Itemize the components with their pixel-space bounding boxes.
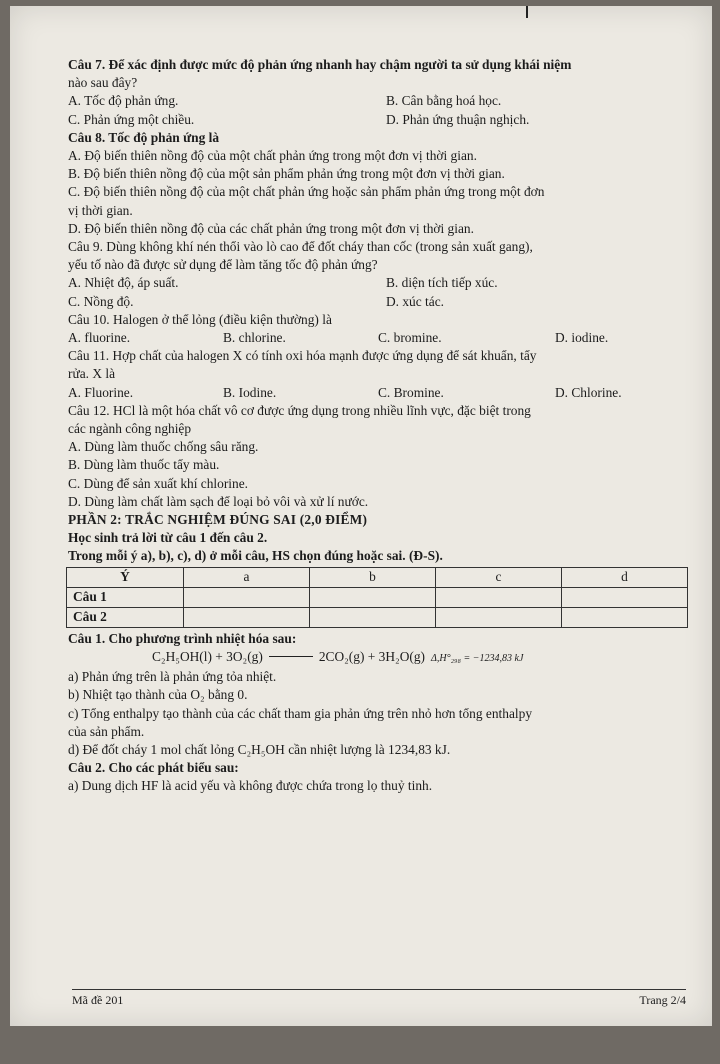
- q12-stem-line2: các ngành công nghiệp: [68, 421, 192, 437]
- q7-options-row2: [68, 111, 698, 129]
- q9-option-c: C. Nồng độ.: [68, 293, 134, 309]
- tf1-statement-a: a) Phản ứng trên là phản ứng tỏa nhiệt.: [68, 669, 277, 685]
- q7-options-row1: [68, 92, 698, 110]
- q12-option-b: B. Dùng làm thuốc tẩy màu.: [68, 457, 220, 473]
- answer-row-2: [67, 607, 688, 627]
- q8-stem: Câu 8. Tốc độ phản ứng là: [68, 129, 220, 145]
- equation-products: 2CO₂(g) + 3H₂O(g): [318, 648, 425, 664]
- q7-option-b: B. Cân bằng hoá học.: [386, 93, 502, 109]
- q8-option-c-line2: vị thời gian.: [68, 202, 133, 218]
- tf1-statement-d: d) Để đốt cháy 1 mol chất lỏng C₂H₅OH cần nhiệt lượng là 1234,83 kJ.: [68, 741, 451, 757]
- q11-option-a: A. Fluorine.: [68, 384, 134, 400]
- q10-option-a: A. fluorine.: [68, 330, 131, 346]
- q7-stem-line2: nào sau đây?: [68, 75, 138, 91]
- q9-stem-line1: Câu 9. Dùng không khí nén thổi vào lò cao để đốt cháy than cốc (trong sản xuất gang),: [68, 239, 533, 255]
- q9-options-row2: [68, 293, 698, 311]
- header-cell-b: b: [310, 567, 436, 587]
- q11-stem-line2: rửa. X là: [68, 366, 116, 382]
- answer-cell[interactable]: [562, 607, 688, 627]
- header-cell-c: c: [436, 567, 562, 587]
- header-cell-d: d: [562, 567, 688, 587]
- page-content: [68, 56, 698, 796]
- tf2-stem: Câu 2. Cho các phát biểu sau:: [68, 760, 239, 776]
- answer-row-1: [67, 587, 688, 607]
- q11-option-b: B. Iodine.: [223, 384, 277, 400]
- tf1-stem: Câu 1. Cho phương trình nhiệt hóa sau:: [68, 630, 297, 646]
- row-label-cau-1: Câu 1: [67, 587, 184, 607]
- answer-table: [66, 567, 688, 628]
- header-cell-a: a: [184, 567, 310, 587]
- q7-option-c: C. Phản ứng một chiều.: [68, 111, 195, 127]
- q7-stem: Câu 7. Để xác định được mức độ phản ứng nhanh hay chậm người ta sử dụng khái niệm: [68, 57, 572, 72]
- q8-option-b: B. Độ biến thiên nồng độ của một sản phẩm phản ứng trong một đơn vị thời gian.: [68, 166, 505, 182]
- q9-stem-line2: yếu tố nào đã được sử dụng để làm tăng tốc độ phản ứng?: [68, 257, 378, 273]
- q9-option-a: A. Nhiệt độ, áp suất.: [68, 275, 179, 291]
- tf1-statement-c-line2: của sản phẩm.: [68, 723, 145, 739]
- q7-option-d: D. Phản ứng thuận nghịch.: [386, 111, 530, 127]
- page-footer: [72, 989, 686, 1008]
- exam-code: Mã đề 201: [72, 993, 124, 1007]
- q8-option-a: A. Độ biến thiên nồng độ của một chất phản ứng trong một đơn vị thời gian.: [68, 148, 477, 164]
- q9-option-d: D. xúc tác.: [386, 293, 445, 309]
- pen-mark: [526, 6, 528, 18]
- answer-table-header: [67, 567, 688, 587]
- q9-options-row1: [68, 274, 698, 292]
- answer-cell[interactable]: [436, 587, 562, 607]
- answer-cell[interactable]: [310, 587, 436, 607]
- thermochemical-equation: [68, 648, 698, 668]
- exam-page: [10, 6, 712, 1026]
- tf1-statement-c-line1: c) Tổng enthalpy tạo thành của các chất tham gia phản ứng trên nhỏ hơn tổng enthalpy: [68, 705, 533, 721]
- q10-option-c: C. bromine.: [378, 330, 442, 346]
- part2-instruction-1: Học sinh trả lời từ câu 1 đến câu 2.: [68, 530, 268, 546]
- q12-stem-line1: Câu 12. HCl là một hóa chất vô cơ được ứng dụng trong nhiều lĩnh vực, đặc biệt trong: [68, 402, 531, 418]
- q12-option-c: C. Dùng để sản xuất khí chlorine.: [68, 475, 248, 491]
- q12-option-a: A. Dùng làm thuốc chống sâu răng.: [68, 439, 259, 455]
- part2-title: PHẦN 2: TRẮC NGHIỆM ĐÚNG SAI (2,0 ĐIỂM): [68, 512, 368, 528]
- page-number: Trang 2/4: [639, 993, 686, 1007]
- reaction-arrow-icon: [269, 656, 313, 657]
- q11-option-c: C. Bromine.: [378, 384, 444, 400]
- q10-option-b: B. chlorine.: [223, 330, 286, 346]
- part2-instruction-2: Trong mỗi ý a), b), c), d) ở mỗi câu, HS chọn đúng hoặc sai. (Đ-S).: [68, 548, 443, 564]
- q7-stem-line1: [68, 56, 698, 74]
- header-cell-y: Ý: [67, 567, 184, 587]
- q8-option-d: D. Độ biến thiên nồng độ của các chất phản ứng trong một đơn vị thời gian.: [68, 220, 474, 236]
- q10-option-d: D. iodine.: [555, 330, 609, 346]
- tf2-statement-a: a) Dung dịch HF là acid yếu và không được chứa trong lọ thuỷ tinh.: [68, 778, 433, 794]
- answer-cell[interactable]: [562, 587, 688, 607]
- q10-stem: Câu 10. Halogen ở thể lỏng (điều kiện thường) là: [68, 311, 332, 327]
- q7-option-a: A. Tốc độ phản ứng.: [68, 93, 179, 109]
- tf1-statement-b: b) Nhiệt tạo thành của O₂ bằng 0.: [68, 687, 248, 703]
- answer-cell[interactable]: [184, 587, 310, 607]
- answer-cell[interactable]: [310, 607, 436, 627]
- q11-options: [68, 384, 698, 402]
- q9-option-b: B. diện tích tiếp xúc.: [386, 275, 498, 291]
- q8-option-c-line1: C. Độ biến thiên nồng độ của một chất phản ứng hoặc sản phẩm phản ứng trong một đơn: [68, 184, 545, 200]
- answer-cell[interactable]: [436, 607, 562, 627]
- equation-reactants: C₂H₅OH(l) + 3O₂(g): [152, 648, 263, 664]
- q11-stem-line1: Câu 11. Hợp chất của halogen X có tính oxi hóa mạnh được ứng dụng để sát khuẩn, tẩy: [68, 348, 537, 364]
- answer-cell[interactable]: [184, 607, 310, 627]
- q10-options: [68, 329, 698, 347]
- row-label-cau-2: Câu 2: [67, 607, 184, 627]
- q11-option-d: D. Chlorine.: [555, 384, 622, 400]
- q12-option-d: D. Dùng làm chất làm sạch để loại bỏ vôi và xử lí nước.: [68, 493, 369, 509]
- equation-enthalpy: Δ,H°₂₉₈ = −1234,83 kJ: [430, 652, 524, 664]
